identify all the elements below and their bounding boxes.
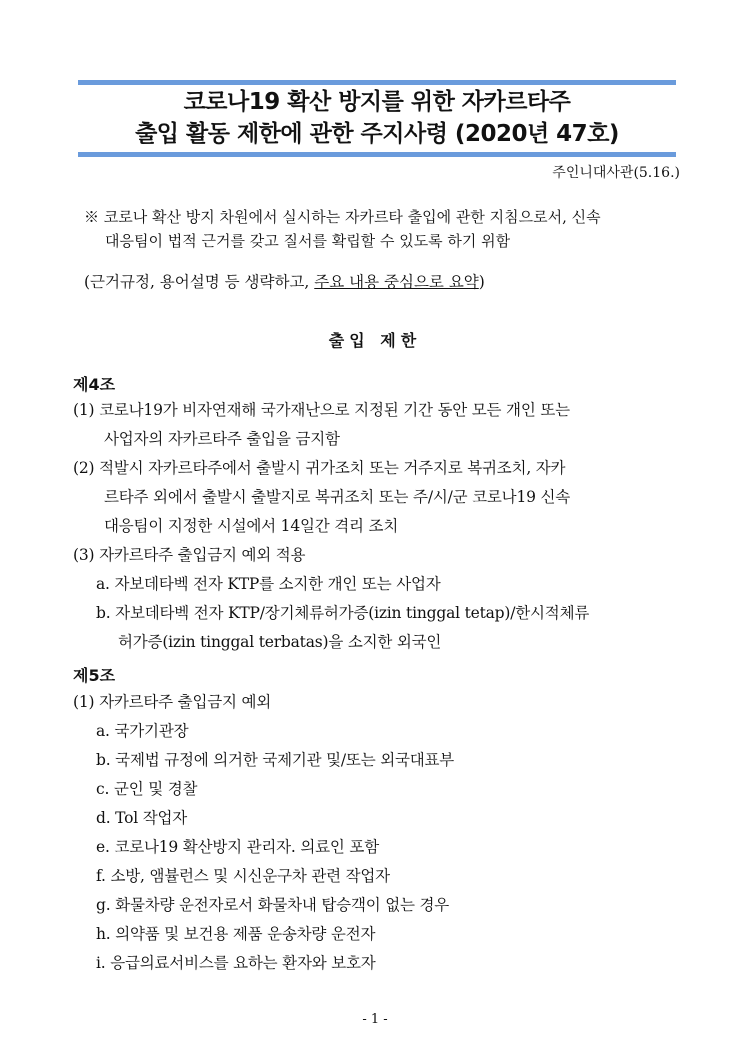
scope-note — [84, 270, 485, 292]
article-5-line: f. 소방, 앰뷸런스 및 시신운구차 관련 작업자 — [96, 867, 390, 885]
article-4-line: a. 자보데타벡 전자 KTP를 소지한 개인 또는 사업자 — [96, 575, 441, 593]
article-5-line: d. Tol 작업자 — [96, 809, 188, 827]
article-4-line: 대응팀이 지정한 시설에서 14일간 격리 조치 — [104, 517, 399, 535]
article-5-line: g. 화물차량 운전자로서 화물차내 탑승객이 없는 경우 — [96, 896, 450, 914]
article-5-heading: 제5조 — [73, 666, 116, 685]
page-number: - 1 - — [362, 1012, 388, 1027]
article-5-line: b. 국제법 규정에 의거한 국제기관 및/또는 외국대표부 — [96, 751, 455, 769]
article-4-line: 르타주 외에서 출발시 출발지로 복귀조치 또는 주/시/군 코로나19 신속 — [104, 488, 571, 506]
article-4-line: b. 자보데타벡 전자 KTP/장기체류허가증(izin tinggal tetap)/한시적체류 — [96, 604, 590, 622]
title-top-rule — [78, 80, 676, 85]
purpose-note — [84, 205, 684, 253]
title-line-1: 코로나19 확산 방지를 위한 자카르타주 — [183, 89, 571, 115]
article-4-heading: 제4조 — [73, 375, 116, 394]
title-line-2: 출입 활동 제한에 관한 주지사령 (2020년 47호) — [135, 121, 619, 147]
article-4-line: (2) 적발시 자카르타주에서 출발시 귀가조치 또는 거주지로 복귀조치, 자카 — [73, 459, 566, 477]
source-date: 주인니대사관(5.16.) — [552, 165, 680, 181]
scope-underlined: 주요 내용 중심으로 요약 — [314, 273, 479, 291]
article-5-line: (1) 자카르타주 출입금지 예외 — [73, 693, 272, 711]
article-5-line: c. 군인 및 경찰 — [96, 780, 198, 798]
article-4-line: (3) 자카르타주 출입금지 예외 적용 — [73, 546, 306, 564]
article-5-line: i. 응급의료서비스를 요하는 환자와 보호자 — [96, 954, 376, 972]
title-bottom-rule — [78, 152, 676, 157]
scope-suffix: ) — [478, 273, 485, 291]
article-5-line: h. 의약품 및 보건용 제품 운송차량 운전자 — [96, 925, 376, 943]
section-title: 출입 제한 — [328, 331, 422, 350]
purpose-note-line-2: 대응팀이 법적 근거를 갖고 질서를 확립할 수 있도록 하기 위함 — [105, 232, 511, 250]
scope-prefix: (근거규정, 용어설명 등 생략하고, — [84, 273, 315, 291]
purpose-note-line-1: ※ 코로나 확산 방지 차원에서 실시하는 자카르타 출입에 관한 지침으로서, 신속 — [84, 208, 601, 226]
article-5-line: e. 코로나19 확산방지 관리자. 의료인 포함 — [96, 838, 379, 856]
document-title — [78, 86, 676, 150]
article-4-line: 사업자의 자카르타주 출입을 금지함 — [104, 430, 340, 448]
article-4-line: 허가증(izin tinggal terbatas)을 소지한 외국인 — [118, 633, 442, 651]
article-5-line: a. 국가기관장 — [96, 722, 189, 740]
article-4-line: (1) 코로나19가 비자연재해 국가재난으로 지정된 기간 동안 모든 개인 또는 — [73, 401, 570, 419]
